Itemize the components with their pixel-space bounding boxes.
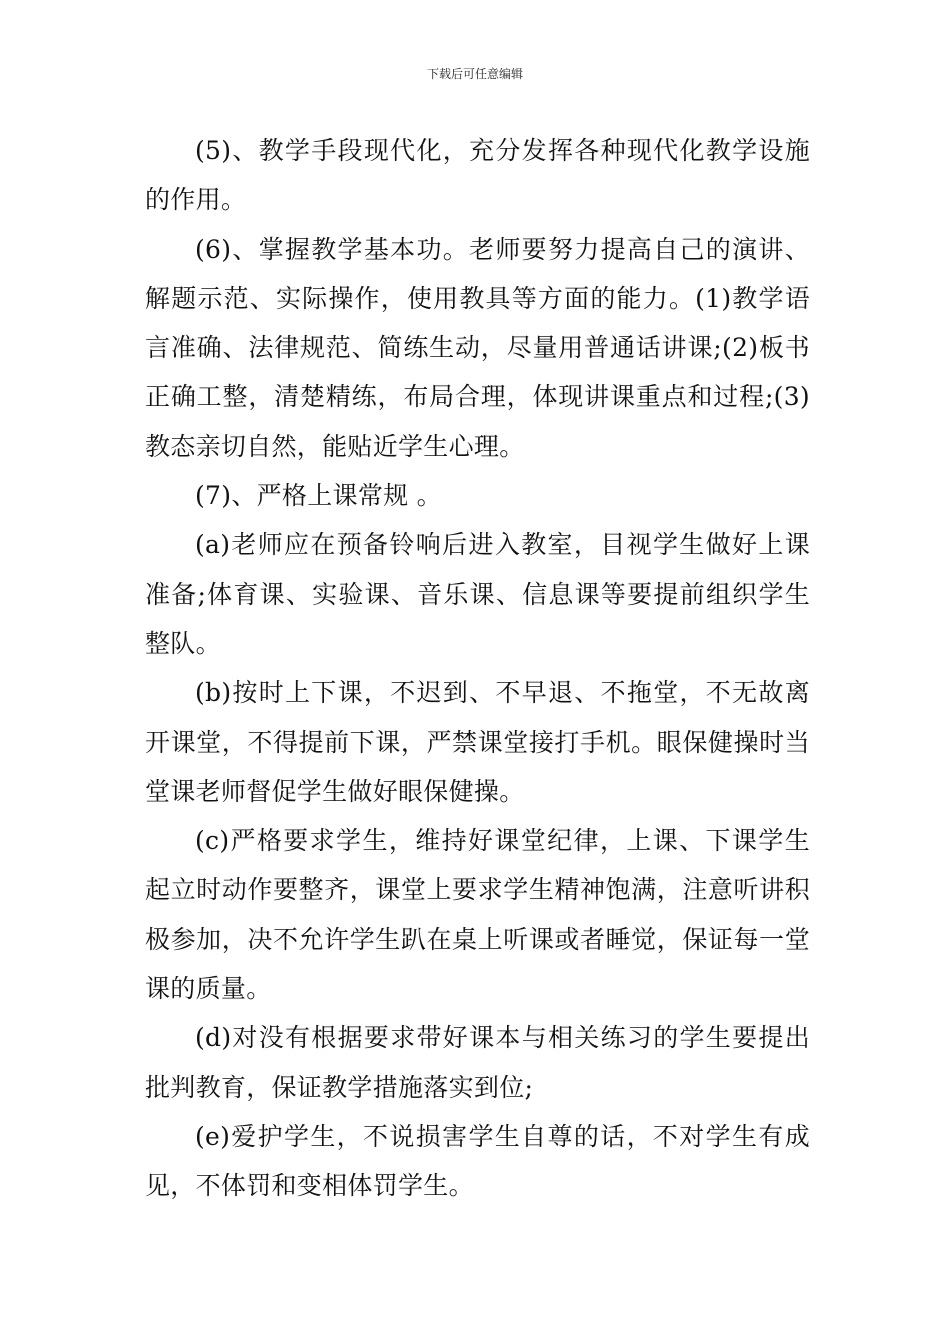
paragraph-item-e: (e)爱护学生，不说损害学生自尊的话，不对学生有成见，不体罚和变相体罚学生。 <box>145 1121 810 1201</box>
paragraph-item-c: (c)严格要求学生，维持好课堂纪律，上课、下课学生起立时动作要整齐，课堂上要求学生精神饱满，注意听讲积极参加，决不允许学生趴在桌上听课或者睡觉，保证每一堂课的质量。 <box>145 826 810 1004</box>
paragraph-item-d: (d)对没有根据要求带好课本与相关练习的学生要提出批判教育，保证教学措施落实到位; <box>145 1023 810 1102</box>
paragraph-item-5: (5)、教学手段现代化，充分发挥各种现代化教学设施的作用。 <box>145 136 810 215</box>
document-body <box>145 126 810 1211</box>
paragraph-item-a: (a)老师应在预备铃响后进入教室，目视学生做好上课准备;体育课、实验课、音乐课、信息课等要提前组织学生整队。 <box>145 530 810 658</box>
page-header: 下载后可任意编辑 <box>426 67 523 81</box>
paragraph-item-7: (7)、严格上课常规 。 <box>195 481 442 511</box>
paragraph-item-6: (6)、掌握教学基本功。老师要努力提高自己的演讲、解题示范、实际操作，使用教具等方面的能力。(1)教学语言准确、法律规范、简练生动，尽量用普通话讲课;(2)板书正确工整，清楚精练，布局合理，体现讲课重点和过程;(3)教态亲切自然，能贴近学生心理。 <box>145 234 810 461</box>
paragraph-item-b: (b)按时上下课，不迟到、不早退、不拖堂，不无故离开课堂，不得提前下课，严禁课堂接打手机。眼保健操时当堂课老师督促学生做好眼保健操。 <box>145 678 810 806</box>
